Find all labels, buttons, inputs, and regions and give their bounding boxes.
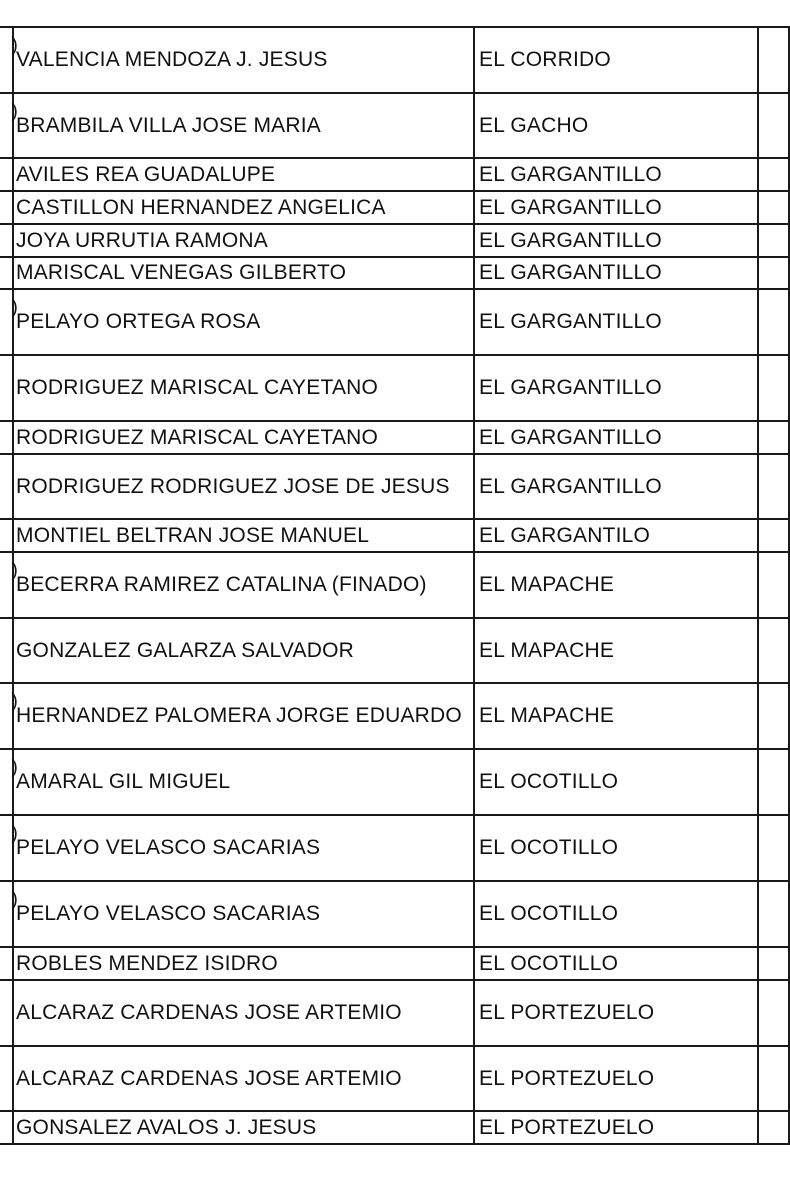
locality-cell: EL MAPACHE [474, 552, 758, 618]
next-column-cell [758, 519, 789, 552]
next-column-cell [758, 421, 789, 454]
row-marker-cell [0, 1046, 13, 1111]
row-marker-cell [0, 158, 13, 191]
row-marker: ) [11, 297, 18, 318]
locality-cell: EL GARGANTILLO [474, 454, 758, 519]
row-marker-cell [0, 355, 13, 421]
name-cell: AVILES REA GUADALUPE [13, 158, 474, 191]
row-marker-cell [0, 421, 13, 454]
locality-cell: EL GARGANTILLO [474, 158, 758, 191]
next-column-cell [758, 1111, 789, 1144]
table-row [0, 1111, 789, 1144]
table-row [0, 1046, 789, 1111]
row-marker: ) [11, 757, 18, 778]
next-column-cell [758, 158, 789, 191]
locality-cell: EL MAPACHE [474, 618, 758, 683]
locality-cell: EL GARGANTILLO [474, 289, 758, 355]
table-row [0, 27, 789, 93]
next-column-cell [758, 289, 789, 355]
next-column-cell [758, 355, 789, 421]
row-marker-cell [0, 881, 18, 947]
row-marker: ) [11, 889, 18, 910]
locality-cell: EL PORTEZUELO [474, 1111, 758, 1144]
table-row [0, 257, 789, 289]
locality-cell: EL GARGANTILLO [474, 191, 758, 224]
row-marker-cell [0, 980, 13, 1046]
table-row [0, 881, 789, 947]
next-column-cell [758, 93, 789, 158]
name-cell: RODRIGUEZ RODRIGUEZ JOSE DE JESUS [13, 454, 474, 519]
name-cell: MONTIEL BELTRAN JOSE MANUEL [13, 519, 474, 552]
name-cell: PELAYO ORTEGA ROSA [13, 289, 474, 355]
next-column-cell [758, 683, 789, 749]
next-column-cell [758, 454, 789, 519]
table-row [0, 93, 789, 158]
next-column-cell [758, 552, 789, 618]
name-cell: AMARAL GIL MIGUEL [13, 749, 474, 815]
table-row [0, 519, 789, 552]
row-marker: ) [11, 691, 18, 712]
row-marker-cell [0, 454, 13, 519]
table-row [0, 191, 789, 224]
locality-cell: EL GARGANTILLO [474, 224, 758, 257]
locality-cell: EL GARGANTILLO [474, 355, 758, 421]
locality-cell: EL OCOTILLO [474, 881, 758, 947]
next-column-cell [758, 947, 789, 980]
name-cell: RODRIGUEZ MARISCAL CAYETANO [13, 421, 474, 454]
table-row [0, 815, 789, 881]
table-row [0, 683, 789, 749]
locality-cell: EL GACHO [474, 93, 758, 158]
next-column-cell [758, 191, 789, 224]
records-table [0, 26, 790, 1145]
row-marker: ) [11, 101, 18, 122]
next-column-cell [758, 224, 789, 257]
row-marker: ) [11, 35, 18, 56]
locality-cell: EL GARGANTILLO [474, 257, 758, 289]
table-row [0, 355, 789, 421]
locality-cell: EL OCOTILLO [474, 815, 758, 881]
row-marker-cell [0, 552, 18, 618]
locality-cell: EL PORTEZUELO [474, 980, 758, 1046]
row-marker-cell [0, 224, 13, 257]
name-cell: PELAYO VELASCO SACARIAS [13, 815, 474, 881]
table-row [0, 289, 789, 355]
table-row [0, 618, 789, 683]
row-marker-cell [0, 683, 18, 749]
next-column-cell [758, 749, 789, 815]
name-cell: ALCARAZ CARDENAS JOSE ARTEMIO [13, 980, 474, 1046]
name-cell: GONZALEZ GALARZA SALVADOR [13, 618, 474, 683]
row-marker-cell [0, 1111, 13, 1144]
name-cell: MARISCAL VENEGAS GILBERTO [13, 257, 474, 289]
row-marker-cell [0, 749, 18, 815]
locality-cell: EL OCOTILLO [474, 749, 758, 815]
table-row [0, 980, 789, 1046]
next-column-cell [758, 27, 789, 93]
row-marker-cell [0, 519, 13, 552]
next-column-cell [758, 881, 789, 947]
name-cell: JOYA URRUTIA RAMONA [13, 224, 474, 257]
locality-cell: EL GARGANTILLO [474, 421, 758, 454]
table-row [0, 552, 789, 618]
row-marker-cell [0, 289, 18, 355]
next-column-cell [758, 618, 789, 683]
row-marker-cell [0, 27, 18, 93]
row-marker-cell [0, 257, 13, 289]
name-cell: RODRIGUEZ MARISCAL CAYETANO [13, 355, 474, 421]
name-cell: BRAMBILA VILLA JOSE MARIA [13, 93, 474, 158]
name-cell: BECERRA RAMIREZ CATALINA (FINADO) [13, 552, 474, 618]
records-table-body [0, 27, 789, 1144]
row-marker-cell [0, 191, 13, 224]
name-cell: ROBLES MENDEZ ISIDRO [13, 947, 474, 980]
row-marker-cell [0, 618, 13, 683]
next-column-cell [758, 815, 789, 881]
table-row [0, 158, 789, 191]
table-row [0, 947, 789, 980]
next-column-cell [758, 1046, 789, 1111]
locality-cell: EL PORTEZUELO [474, 1046, 758, 1111]
locality-cell: EL GARGANTILO [474, 519, 758, 552]
name-cell: ALCARAZ CARDENAS JOSE ARTEMIO [13, 1046, 474, 1111]
table-row [0, 224, 789, 257]
table-row [0, 421, 789, 454]
name-cell: GONSALEZ AVALOS J. JESUS [13, 1111, 474, 1144]
name-cell: HERNANDEZ PALOMERA JORGE EDUARDO [13, 683, 474, 749]
row-marker-cell [0, 947, 13, 980]
name-cell: CASTILLON HERNANDEZ ANGELICA [13, 191, 474, 224]
locality-cell: EL OCOTILLO [474, 947, 758, 980]
table-row [0, 749, 789, 815]
next-column-cell [758, 257, 789, 289]
next-column-cell [758, 980, 789, 1046]
table-row [0, 454, 789, 519]
row-marker: ) [11, 560, 18, 581]
name-cell: PELAYO VELASCO SACARIAS [13, 881, 474, 947]
locality-cell: EL CORRIDO [474, 27, 758, 93]
name-cell: VALENCIA MENDOZA J. JESUS [13, 27, 474, 93]
row-marker-cell [0, 93, 18, 158]
row-marker: ) [11, 823, 18, 844]
locality-cell: EL MAPACHE [474, 683, 758, 749]
row-marker-cell [0, 815, 18, 881]
